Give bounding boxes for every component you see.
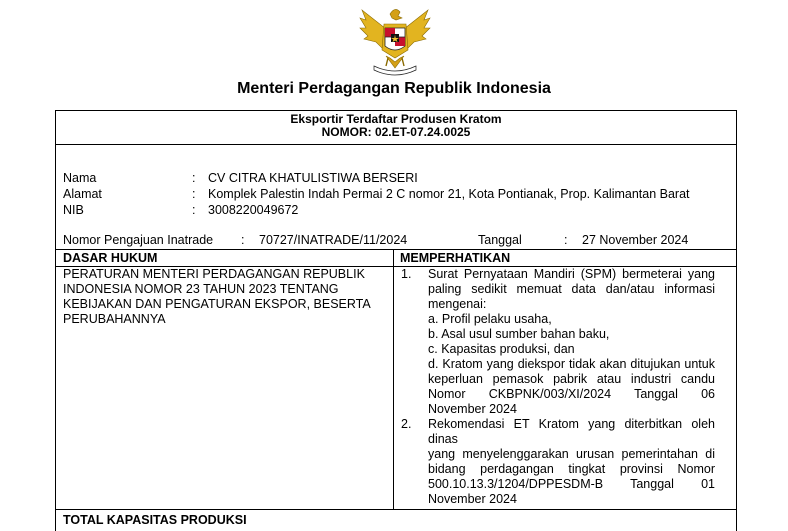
nib-separator: : xyxy=(192,203,196,217)
item-2-line-2: yang menyelenggarakan urusan pemerintahan di bidang perdagangan tingkat provinsi Nomor 500.10.13.3/1204/DPPESDM-B Tanggal 01 November 2024 xyxy=(428,447,715,506)
submission-separator: : xyxy=(241,233,245,247)
document-heading xyxy=(56,113,736,139)
date-separator: : xyxy=(564,233,568,247)
document-frame xyxy=(55,110,737,531)
document-number: NOMOR: 02.ET-07.24.0025 xyxy=(321,125,471,139)
ministry-title: Menteri Perdagangan Republik Indonesia xyxy=(237,80,551,97)
name-label: Nama xyxy=(63,171,97,185)
name-value: CV CITRA KHATULISTIWA BERSERI xyxy=(208,171,418,185)
item-1-a: a. Profil pelaku usaha, xyxy=(428,312,552,326)
nib-label: NIB xyxy=(63,203,84,217)
item-1-c: c. Kapasitas produksi, dan xyxy=(428,342,575,356)
address-label: Alamat xyxy=(63,187,102,201)
divider xyxy=(56,144,736,145)
item-1-d: d. Kratom yang diekspor tidak akan ditujukan untuk keperluan pemasok pabrik atau industri candu Nomor CKBPNK/003/XI/2024 Tanggal 06 November 2024 xyxy=(428,357,715,416)
nib-value: 3008220049672 xyxy=(208,203,299,217)
item-1-intro: Surat Pernyataan Mandiri (SPM) bermeterai yang paling sedikit memuat data dan/atau informasi mengenai: xyxy=(428,267,715,311)
column-divider xyxy=(393,249,394,509)
address-value: Komplek Palestin Indah Permai 2 C nomor 21, Kota Pontianak, Prop. Kalimantan Barat xyxy=(208,187,690,201)
garuda-emblem-icon xyxy=(356,6,434,78)
submission-label: Nomor Pengajuan Inatrade xyxy=(63,233,214,247)
dasar-hukum-heading: DASAR HUKUM xyxy=(63,251,158,265)
document-title: Eksportir Terdaftar Produsen Kratom xyxy=(290,112,502,126)
date-label: Tanggal xyxy=(478,233,522,247)
item-1-number: 1. xyxy=(401,267,412,281)
date-value: 27 November 2024 xyxy=(582,233,689,247)
table-top-rule xyxy=(56,249,736,250)
submission-value: 70727/INATRADE/11/2024 xyxy=(259,233,408,247)
name-separator: : xyxy=(192,171,196,185)
item-1-b: b. Asal usul sumber bahan baku, xyxy=(428,327,610,341)
dasar-hukum-text: PERATURAN MENTERI PERDAGANGAN REPUBLIK INDONESIA NOMOR 23 TAHUN 2023 TENTANG KEBIJAKAN DAN PENGATURAN EKSPOR, BESERTA PERUBAHANNYA xyxy=(63,267,371,326)
item-2-number: 2. xyxy=(401,417,412,431)
section-divider xyxy=(56,509,736,510)
memperhatikan-heading: MEMPERHATIKAN xyxy=(400,251,511,265)
total-kapasitas-heading: TOTAL KAPASITAS PRODUKSI xyxy=(63,513,247,527)
item-2-line-1: Rekomendasi ET Kratom yang diterbitkan oleh dinas xyxy=(428,417,715,446)
address-separator: : xyxy=(192,187,196,201)
